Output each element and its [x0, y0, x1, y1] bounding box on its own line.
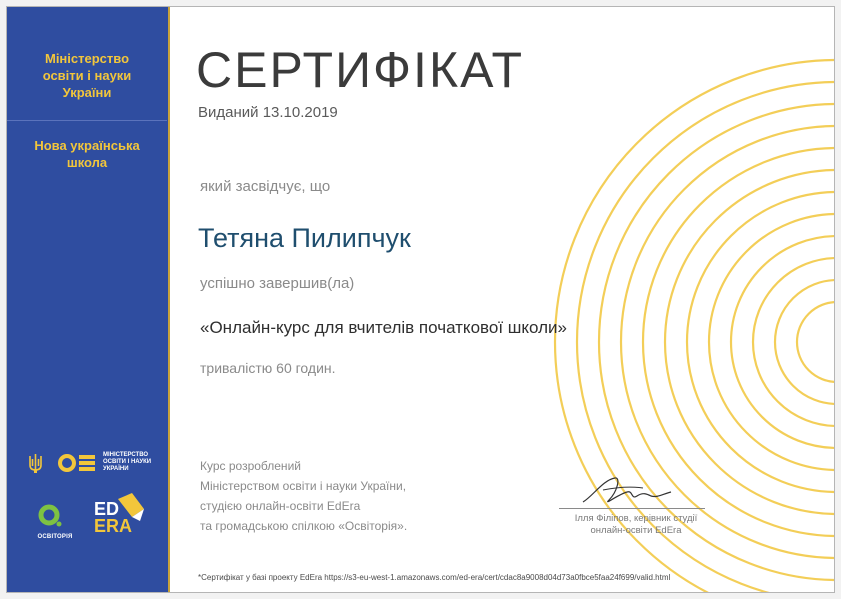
ministry-line: Міністерство	[44, 51, 130, 66]
signature	[573, 474, 673, 508]
osvitoria-logo	[30, 503, 78, 549]
course-duration: тривалістю 60 годин.	[200, 360, 336, 376]
certificate-title: СЕРТИФІКАТ	[196, 42, 525, 98]
edera-line: ED	[94, 499, 120, 519]
edera-wordmark	[94, 501, 132, 535]
signer-line: онлайн-освіти EdEra	[590, 525, 682, 536]
mon-logo-line: МІНІСТЕРСТВО	[103, 452, 149, 458]
signer-line: Ілля Філіпов, керівник студії	[574, 513, 698, 524]
developers-line: студією онлайн-освіти EdEra	[200, 499, 361, 513]
completed-text: успішно завершив(ла)	[200, 275, 355, 292]
ring	[797, 302, 835, 382]
ring	[731, 236, 835, 448]
signer-caption	[561, 513, 711, 537]
recipient-name: Тетяна Пилипчук	[198, 223, 411, 253]
course-title: «Онлайн-курс для вчителів початкової школи»	[200, 318, 567, 337]
issue-date: Виданий 13.10.2019	[198, 104, 338, 121]
trident-icon	[28, 453, 43, 473]
school-line: школа	[66, 155, 108, 170]
ring	[665, 170, 835, 514]
school-heading	[7, 137, 167, 171]
certifies-text: який засвідчує, що	[200, 178, 331, 195]
ring	[709, 214, 835, 470]
ministry-line: освіти і науки	[42, 68, 132, 83]
mon-logo-line: ОСВІТИ І НАУКИ	[103, 459, 152, 465]
osvitoria-name: ОСВІТОРІЯ	[37, 534, 73, 540]
edera-line: ERA	[94, 516, 133, 536]
ministry-line: України	[62, 85, 112, 100]
developers-line: та громадською спілкою «Освіторія».	[200, 519, 408, 533]
sidebar-divider	[7, 120, 167, 121]
ministry-logo-row	[28, 451, 158, 477]
osvitoria-ring-icon	[38, 503, 62, 527]
verification-footnote: *Сертифікат у базі проекту EdEra https://s3-eu-west-1.amazonaws.com/ed-era/cert/cdac8a9008d04d73a0fbce5faa24f699/valid.html	[198, 573, 671, 582]
developers-line: Міністерством освіти і науки України,	[200, 479, 407, 493]
school-line: Нова українська	[34, 138, 140, 153]
developers-block	[200, 456, 407, 536]
mon-logo-text	[103, 452, 163, 473]
certificate-page	[6, 6, 835, 593]
signature-line	[559, 508, 705, 509]
ring	[753, 258, 835, 426]
edera-logo	[92, 491, 152, 546]
ring	[775, 280, 835, 404]
ministry-heading	[7, 50, 167, 101]
mon-logo-line: УКРАЇНИ	[103, 466, 129, 472]
sidebar	[7, 7, 170, 592]
developers-line: Курс розроблений	[200, 459, 301, 473]
mon-logo-icon	[57, 453, 99, 473]
